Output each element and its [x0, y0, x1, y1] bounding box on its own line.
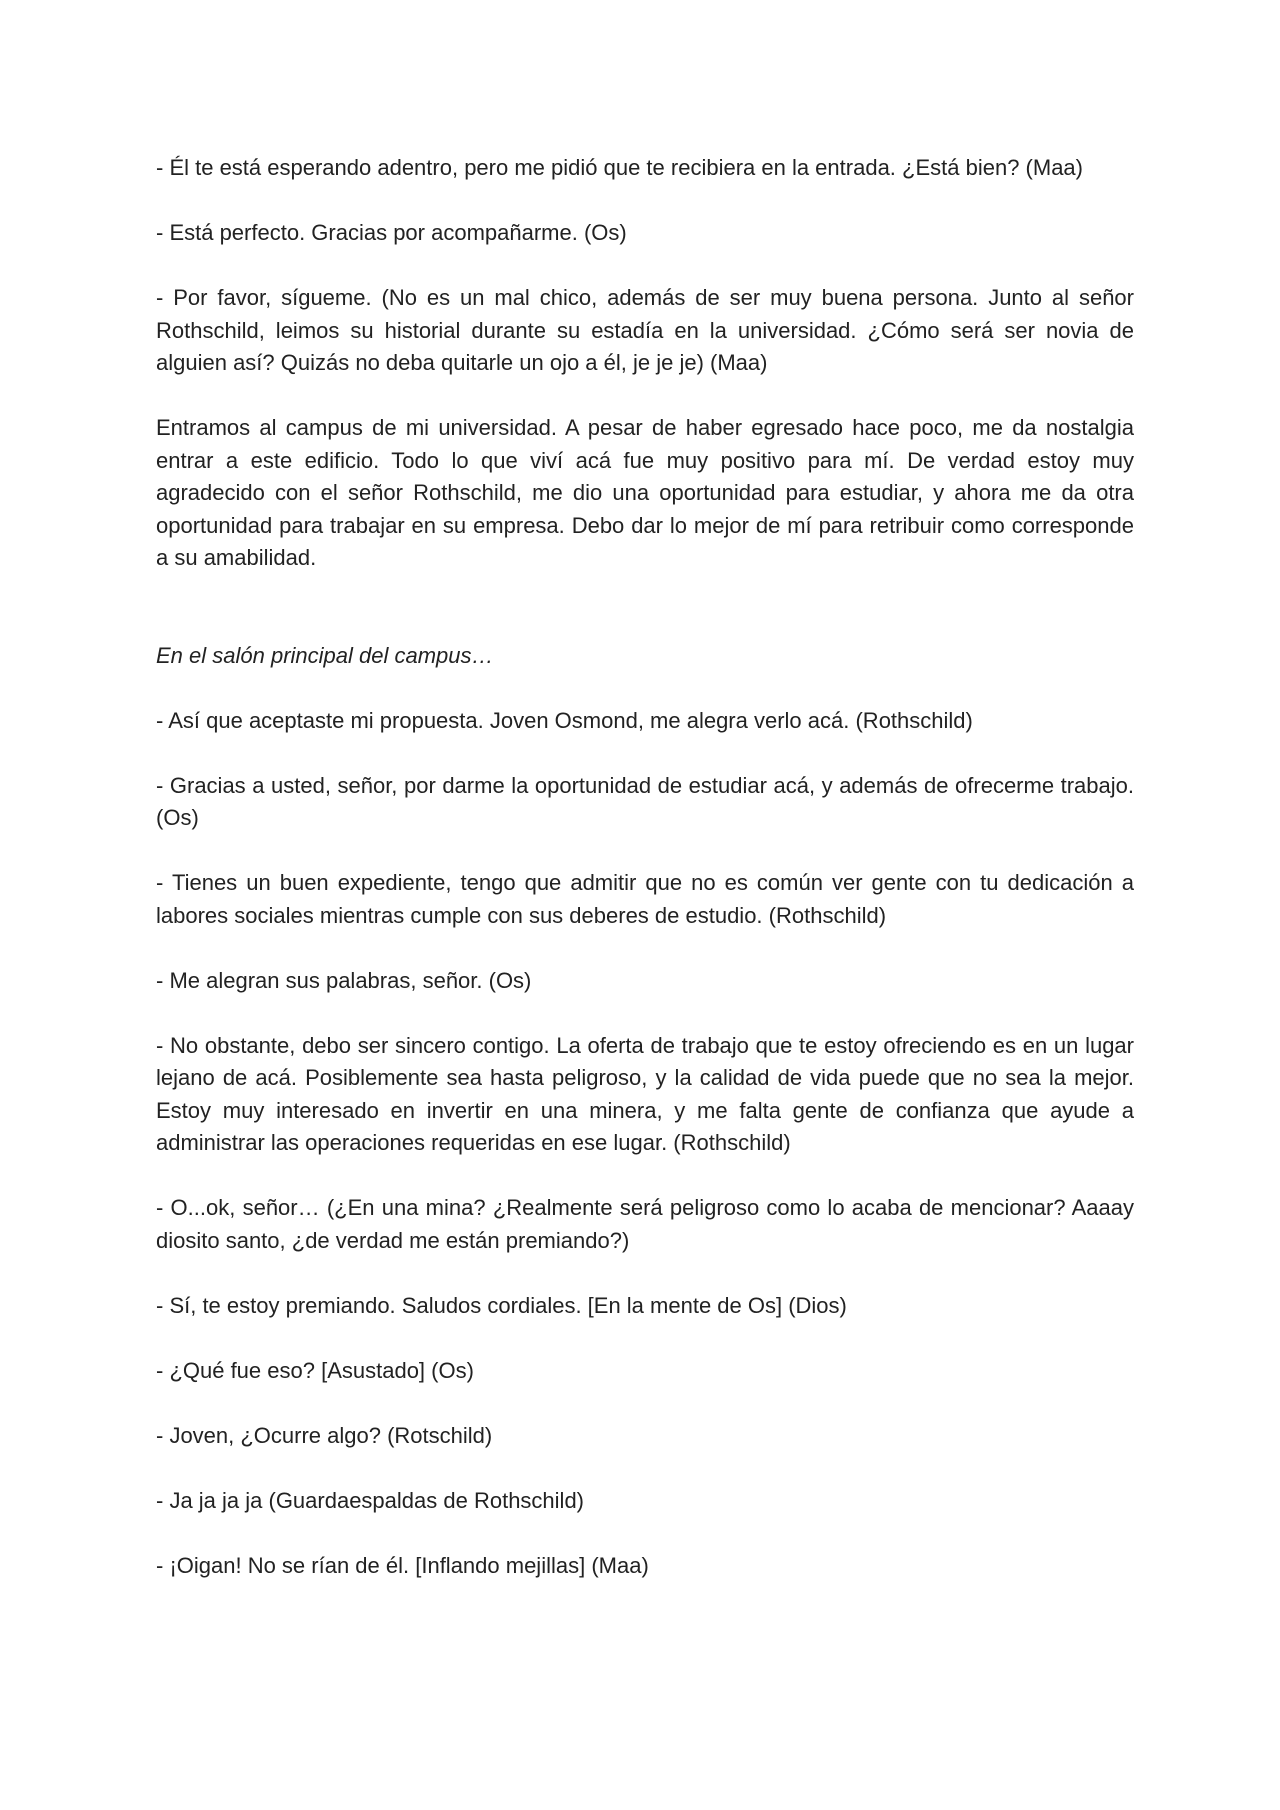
- dialogue-paragraph: - Joven, ¿Ocurre algo? (Rotschild): [156, 1422, 493, 1448]
- dialogue-paragraph: - Él te está esperando adentro, pero me pidió que te recibiera en la entrada. ¿Está bien? (Maa): [156, 155, 1083, 180]
- dialogue-paragraph: - Ja ja ja ja (Guardaespaldas de Rothschild): [156, 1487, 585, 1513]
- dialogue-paragraph: - Está perfecto. Gracias por acompañarme. (Os): [156, 220, 627, 245]
- dialogue-paragraph: - Me alegran sus palabras, señor. (Os): [156, 967, 532, 993]
- narration-paragraph: Entramos al campus de mi universidad. A pesar de haber egresado hace poco, me da nostalgia entrar a este edificio. Todo lo que viví acá fue muy positivo para mí. De verdad estoy muy agradecido con el señor Rothschild, me dio una oportunidad para estudiar, y ahora me da otra oportunidad para trabajar en su empresa. Debo dar lo mejor de mí para retribuir como corresponde a su amabilidad.: [156, 415, 1134, 570]
- dialogue-paragraph: - Tienes un buen expediente, tengo que admitir que no es común ver gente con tu dedicación a labores sociales mientras cumple con sus deberes de estudio. (Rothschild): [156, 870, 1134, 928]
- dialogue-paragraph: - O...ok, señor… (¿En una mina? ¿Realmente será peligroso como lo acaba de mencionar? Aaaay diosito santo, ¿de verdad me están premiando?): [156, 1195, 1134, 1253]
- dialogue-paragraph: - Por favor, sígueme. (No es un mal chico, además de ser muy buena persona. Junto al señor Rothschild, leimos su historial durante su estadía en la universidad. ¿Cómo será ser novia de alguien así? Quizás no deba quitarle un ojo a él, je je je) (Maa): [156, 285, 1134, 375]
- scene-heading: En el salón principal del campus…: [156, 642, 494, 668]
- dialogue-paragraph: - Gracias a usted, señor, por darme la oportunidad de estudiar acá, y además de ofrecerme trabajo. (Os): [156, 772, 1134, 830]
- dialogue-paragraph: - No obstante, debo ser sincero contigo. La oferta de trabajo que te estoy ofreciendo es en un lugar lejano de acá. Posiblemente sea hasta peligroso, y la calidad de vida puede que no sea la mejor. Estoy muy interesado en invertir en una minera, y me falta gente de confianza que ayude a administrar las operaciones requeridas en ese lugar. (Rothschild): [156, 1032, 1134, 1155]
- dialogue-paragraph: - Sí, te estoy premiando. Saludos cordiales. [En la mente de Os] (Dios): [156, 1292, 847, 1318]
- dialogue-paragraph: - ¡Oigan! No se rían de él. [Inflando mejillas] (Maa): [156, 1552, 649, 1578]
- dialogue-paragraph: - ¿Qué fue eso? [Asustado] (Os): [156, 1357, 474, 1383]
- dialogue-paragraph: - Así que aceptaste mi propuesta. Joven Osmond, me alegra verlo acá. (Rothschild): [156, 707, 973, 733]
- document-body: [156, 152, 1134, 1615]
